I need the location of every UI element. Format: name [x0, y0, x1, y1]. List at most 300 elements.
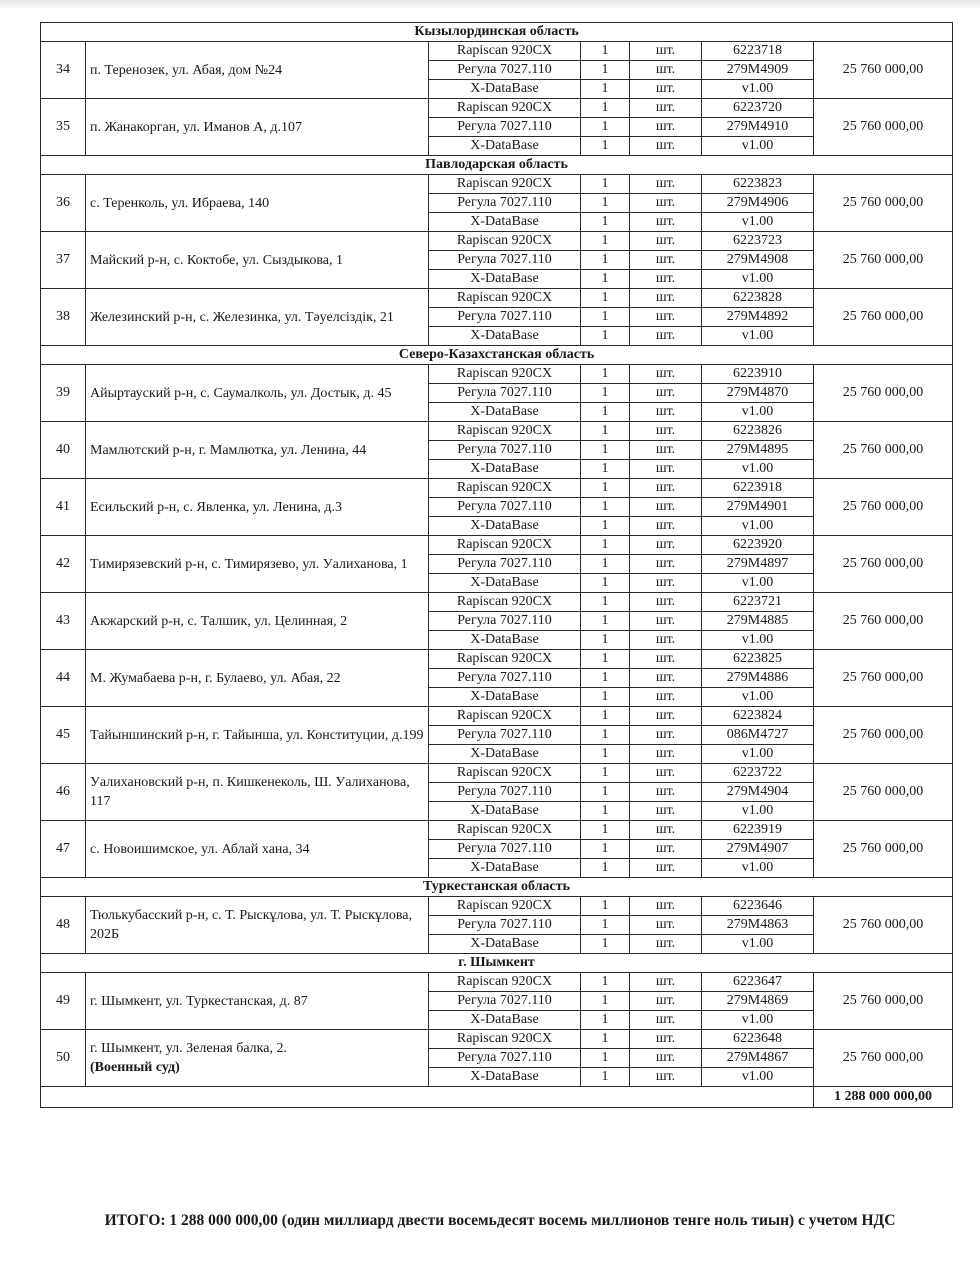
item-quantity: 1	[581, 897, 630, 916]
item-unit: шт.	[630, 821, 702, 840]
table-row	[41, 422, 953, 441]
item-unit: шт.	[630, 194, 702, 213]
item-quantity: 1	[581, 688, 630, 707]
grand-total-row	[41, 1087, 953, 1108]
row-number: 38	[41, 289, 86, 346]
item-name: Rapiscan 920CX	[429, 1030, 581, 1049]
item-unit: шт.	[630, 99, 702, 118]
region-row	[41, 346, 953, 365]
item-name: X-DataBase	[429, 80, 581, 99]
address-cell	[86, 973, 429, 1030]
item-quantity: 1	[581, 764, 630, 783]
item-name: Rapiscan 920CX	[429, 175, 581, 194]
address-text: Железинский р-н, с. Железинка, ул. Тәуелсіздік, 21	[90, 309, 394, 325]
row-price: 25 760 000,00	[814, 99, 953, 156]
region-heading: Северо-Казахстанская область	[41, 346, 953, 365]
item-unit: шт.	[630, 669, 702, 688]
table-row	[41, 175, 953, 194]
address-cell	[86, 707, 429, 764]
item-serial: 6223920	[702, 536, 814, 555]
region-heading: г. Шымкент	[41, 954, 953, 973]
item-serial: v1.00	[702, 1011, 814, 1030]
row-number: 36	[41, 175, 86, 232]
item-unit: шт.	[630, 1011, 702, 1030]
item-name: Регула 7027.110	[429, 308, 581, 327]
item-name: Rapiscan 920CX	[429, 973, 581, 992]
item-quantity: 1	[581, 1049, 630, 1068]
item-unit: шт.	[630, 308, 702, 327]
item-name: X-DataBase	[429, 745, 581, 764]
equipment-table	[40, 22, 953, 1108]
item-name: Регула 7027.110	[429, 783, 581, 802]
row-number: 41	[41, 479, 86, 536]
row-price: 25 760 000,00	[814, 973, 953, 1030]
address-text: Уалихановский р-н, п. Кишкенеколь, Ш. Уалиханова, 117	[90, 775, 410, 809]
item-quantity: 1	[581, 935, 630, 954]
item-unit: шт.	[630, 441, 702, 460]
table-row	[41, 232, 953, 251]
item-quantity: 1	[581, 42, 630, 61]
row-price: 25 760 000,00	[814, 536, 953, 593]
item-quantity: 1	[581, 479, 630, 498]
item-serial: 6223825	[702, 650, 814, 669]
item-unit: шт.	[630, 232, 702, 251]
item-quantity: 1	[581, 612, 630, 631]
item-serial: v1.00	[702, 745, 814, 764]
item-serial: 279M4869	[702, 992, 814, 1011]
item-name: Регула 7027.110	[429, 1049, 581, 1068]
item-serial: 6223826	[702, 422, 814, 441]
row-number: 42	[41, 536, 86, 593]
row-price: 25 760 000,00	[814, 232, 953, 289]
item-name: Rapiscan 920CX	[429, 422, 581, 441]
item-name: X-DataBase	[429, 460, 581, 479]
item-unit: шт.	[630, 365, 702, 384]
item-quantity: 1	[581, 631, 630, 650]
item-name: Rapiscan 920CX	[429, 289, 581, 308]
address-text: Тимирязевский р-н, с. Тимирязево, ул. Уалиханова, 1	[90, 556, 408, 572]
item-name: Регула 7027.110	[429, 61, 581, 80]
item-name: Rapiscan 920CX	[429, 707, 581, 726]
address-cell	[86, 593, 429, 650]
item-serial: v1.00	[702, 213, 814, 232]
item-unit: шт.	[630, 650, 702, 669]
item-quantity: 1	[581, 555, 630, 574]
address-text: Есильский р-н, с. Явленка, ул. Ленина, д.3	[90, 499, 343, 515]
item-serial: 6223824	[702, 707, 814, 726]
item-serial: 279M4863	[702, 916, 814, 935]
item-unit: шт.	[630, 175, 702, 194]
address-cell	[86, 897, 429, 954]
item-quantity: 1	[581, 802, 630, 821]
item-name: X-DataBase	[429, 688, 581, 707]
address-cell	[86, 42, 429, 99]
table-row	[41, 764, 953, 783]
item-serial: 279M4870	[702, 384, 814, 403]
scan-edge-shadow	[0, 0, 980, 10]
item-name: Rapiscan 920CX	[429, 99, 581, 118]
item-serial: v1.00	[702, 802, 814, 821]
item-quantity: 1	[581, 441, 630, 460]
row-price: 25 760 000,00	[814, 422, 953, 479]
item-serial: v1.00	[702, 688, 814, 707]
item-serial: 6223823	[702, 175, 814, 194]
item-unit: шт.	[630, 118, 702, 137]
item-serial: 279M4895	[702, 441, 814, 460]
address-cell	[86, 175, 429, 232]
row-number: 39	[41, 365, 86, 422]
item-name: X-DataBase	[429, 403, 581, 422]
table-row	[41, 42, 953, 61]
item-name: X-DataBase	[429, 631, 581, 650]
table-row	[41, 365, 953, 384]
item-name: X-DataBase	[429, 1068, 581, 1087]
address-text: М. Жумабаева р-н, г. Булаево, ул. Абая, 22	[90, 670, 341, 686]
item-quantity: 1	[581, 308, 630, 327]
item-unit: шт.	[630, 384, 702, 403]
item-quantity: 1	[581, 175, 630, 194]
row-price: 25 760 000,00	[814, 821, 953, 878]
item-unit: шт.	[630, 593, 702, 612]
item-name: Регула 7027.110	[429, 669, 581, 688]
item-quantity: 1	[581, 118, 630, 137]
item-unit: шт.	[630, 859, 702, 878]
item-name: X-DataBase	[429, 137, 581, 156]
item-name: X-DataBase	[429, 935, 581, 954]
item-unit: шт.	[630, 61, 702, 80]
item-name: Регула 7027.110	[429, 118, 581, 137]
address-text: с. Теренколь, ул. Ибраева, 140	[90, 195, 270, 211]
item-unit: шт.	[630, 935, 702, 954]
item-serial: v1.00	[702, 80, 814, 99]
address-cell	[86, 99, 429, 156]
address-cell	[86, 479, 429, 536]
item-quantity: 1	[581, 536, 630, 555]
item-serial: 6223723	[702, 232, 814, 251]
item-unit: шт.	[630, 270, 702, 289]
region-heading: Павлодарская область	[41, 156, 953, 175]
item-serial: 279M4910	[702, 118, 814, 137]
item-quantity: 1	[581, 232, 630, 251]
item-name: Rapiscan 920CX	[429, 479, 581, 498]
item-unit: шт.	[630, 726, 702, 745]
item-quantity: 1	[581, 270, 630, 289]
item-unit: шт.	[630, 42, 702, 61]
item-serial: 279M4904	[702, 783, 814, 802]
item-serial: v1.00	[702, 517, 814, 536]
item-serial: 6223721	[702, 593, 814, 612]
item-quantity: 1	[581, 327, 630, 346]
row-price: 25 760 000,00	[814, 479, 953, 536]
item-quantity: 1	[581, 574, 630, 593]
region-heading: Кызылординская область	[41, 23, 953, 42]
item-serial: 6223918	[702, 479, 814, 498]
row-number: 35	[41, 99, 86, 156]
item-serial: v1.00	[702, 935, 814, 954]
item-serial: 279M4897	[702, 555, 814, 574]
item-name: Регула 7027.110	[429, 916, 581, 935]
item-serial: v1.00	[702, 403, 814, 422]
item-quantity: 1	[581, 1030, 630, 1049]
item-quantity: 1	[581, 669, 630, 688]
item-unit: шт.	[630, 707, 702, 726]
address-cell	[86, 764, 429, 821]
item-name: Rapiscan 920CX	[429, 536, 581, 555]
item-serial: 6223722	[702, 764, 814, 783]
item-name: Rapiscan 920CX	[429, 365, 581, 384]
item-name: Rapiscan 920CX	[429, 593, 581, 612]
row-price: 25 760 000,00	[814, 764, 953, 821]
item-name: X-DataBase	[429, 270, 581, 289]
table-row	[41, 289, 953, 308]
item-name: Регула 7027.110	[429, 992, 581, 1011]
grand-total-value: 1 288 000 000,00	[814, 1087, 953, 1108]
item-name: Rapiscan 920CX	[429, 764, 581, 783]
table-row	[41, 973, 953, 992]
item-quantity: 1	[581, 859, 630, 878]
item-quantity: 1	[581, 384, 630, 403]
item-name: Регула 7027.110	[429, 612, 581, 631]
item-quantity: 1	[581, 517, 630, 536]
item-unit: шт.	[630, 897, 702, 916]
item-serial: 279M4901	[702, 498, 814, 517]
item-serial: 6223828	[702, 289, 814, 308]
item-unit: шт.	[630, 498, 702, 517]
item-serial: v1.00	[702, 574, 814, 593]
row-number: 49	[41, 973, 86, 1030]
item-name: Rapiscan 920CX	[429, 42, 581, 61]
item-quantity: 1	[581, 365, 630, 384]
item-quantity: 1	[581, 99, 630, 118]
region-row	[41, 23, 953, 42]
item-name: Rapiscan 920CX	[429, 232, 581, 251]
row-number: 48	[41, 897, 86, 954]
address-text: п. Теренозек, ул. Абая, дом №24	[90, 62, 283, 78]
item-quantity: 1	[581, 80, 630, 99]
item-name: Регула 7027.110	[429, 498, 581, 517]
item-serial: 6223919	[702, 821, 814, 840]
row-price: 25 760 000,00	[814, 593, 953, 650]
item-quantity: 1	[581, 916, 630, 935]
row-number: 45	[41, 707, 86, 764]
row-price: 25 760 000,00	[814, 650, 953, 707]
item-quantity: 1	[581, 726, 630, 745]
item-quantity: 1	[581, 783, 630, 802]
item-serial: 6223718	[702, 42, 814, 61]
item-unit: шт.	[630, 327, 702, 346]
item-unit: шт.	[630, 612, 702, 631]
item-name: X-DataBase	[429, 213, 581, 232]
item-unit: шт.	[630, 1030, 702, 1049]
item-quantity: 1	[581, 821, 630, 840]
region-row	[41, 156, 953, 175]
row-number: 43	[41, 593, 86, 650]
address-cell	[86, 232, 429, 289]
item-quantity: 1	[581, 973, 630, 992]
item-serial: v1.00	[702, 631, 814, 650]
item-unit: шт.	[630, 916, 702, 935]
item-serial: 6223910	[702, 365, 814, 384]
table-row	[41, 99, 953, 118]
address-text: Майский р-н, с. Коктобе, ул. Сыздыкова, 1	[90, 252, 344, 268]
item-name: Регула 7027.110	[429, 251, 581, 270]
item-name: X-DataBase	[429, 517, 581, 536]
address-text: Тайыншинский р-н, г. Тайынша, ул. Конституции, д.199	[90, 727, 424, 743]
item-serial: 6223720	[702, 99, 814, 118]
item-unit: шт.	[630, 992, 702, 1011]
item-quantity: 1	[581, 61, 630, 80]
row-number: 50	[41, 1030, 86, 1087]
item-unit: шт.	[630, 403, 702, 422]
item-serial: v1.00	[702, 270, 814, 289]
item-serial: v1.00	[702, 137, 814, 156]
row-number: 46	[41, 764, 86, 821]
item-serial: 279M4909	[702, 61, 814, 80]
item-unit: шт.	[630, 764, 702, 783]
row-number: 47	[41, 821, 86, 878]
region-row	[41, 954, 953, 973]
item-quantity: 1	[581, 137, 630, 156]
item-serial: 279M4886	[702, 669, 814, 688]
item-quantity: 1	[581, 460, 630, 479]
item-name: Регула 7027.110	[429, 555, 581, 574]
item-serial: 6223648	[702, 1030, 814, 1049]
item-name: X-DataBase	[429, 802, 581, 821]
item-serial: v1.00	[702, 327, 814, 346]
address-text: Тюлькубасский р-н, с. Т. Рыскұлова, ул. Т. Рыскұлова, 202Б	[90, 908, 413, 942]
item-quantity: 1	[581, 650, 630, 669]
item-name: Регула 7027.110	[429, 441, 581, 460]
item-serial: 279M4892	[702, 308, 814, 327]
item-quantity: 1	[581, 498, 630, 517]
table-row	[41, 821, 953, 840]
address-cell	[86, 289, 429, 346]
item-quantity: 1	[581, 745, 630, 764]
item-unit: шт.	[630, 840, 702, 859]
item-serial: v1.00	[702, 859, 814, 878]
item-unit: шт.	[630, 1049, 702, 1068]
table-row	[41, 707, 953, 726]
row-number: 34	[41, 42, 86, 99]
item-name: X-DataBase	[429, 327, 581, 346]
item-serial: 279M4907	[702, 840, 814, 859]
table-row	[41, 536, 953, 555]
item-unit: шт.	[630, 422, 702, 441]
item-unit: шт.	[630, 536, 702, 555]
address-text: с. Новоишимское, ул. Аблай хана, 34	[90, 841, 310, 857]
region-heading: Туркестанская область	[41, 878, 953, 897]
table-row	[41, 593, 953, 612]
item-quantity: 1	[581, 289, 630, 308]
row-price: 25 760 000,00	[814, 365, 953, 422]
address-text: Акжарский р-н, с. Талшик, ул. Целинная, 2	[90, 613, 348, 629]
item-quantity: 1	[581, 251, 630, 270]
row-price: 25 760 000,00	[814, 1030, 953, 1087]
total-sum-text: ИТОГО: 1 288 000 000,00 (один миллиард двести восемьдесят восемь миллионов тенге ноль тиын) с учетом НДС	[104, 1212, 896, 1229]
address-note: (Военный суд)	[90, 1060, 180, 1075]
address-text: г. Шымкент, ул. Зеленая балка, 2.	[90, 1041, 287, 1056]
item-unit: шт.	[630, 137, 702, 156]
item-unit: шт.	[630, 555, 702, 574]
table-row	[41, 479, 953, 498]
item-name: X-DataBase	[429, 574, 581, 593]
item-serial: 279M4867	[702, 1049, 814, 1068]
row-price: 25 760 000,00	[814, 42, 953, 99]
table-row	[41, 1030, 953, 1049]
item-quantity: 1	[581, 707, 630, 726]
item-unit: шт.	[630, 517, 702, 536]
row-price: 25 760 000,00	[814, 707, 953, 764]
item-unit: шт.	[630, 460, 702, 479]
item-name: Регула 7027.110	[429, 726, 581, 745]
item-quantity: 1	[581, 194, 630, 213]
table-row	[41, 897, 953, 916]
item-quantity: 1	[581, 403, 630, 422]
item-unit: шт.	[630, 574, 702, 593]
item-name: Регула 7027.110	[429, 384, 581, 403]
item-unit: шт.	[630, 80, 702, 99]
item-name: Регула 7027.110	[429, 840, 581, 859]
address-text: Айыртауский р-н, с. Саумалколь, ул. Достык, д. 45	[90, 385, 392, 401]
item-quantity: 1	[581, 213, 630, 232]
item-unit: шт.	[630, 213, 702, 232]
row-price: 25 760 000,00	[814, 175, 953, 232]
item-quantity: 1	[581, 422, 630, 441]
address-text: п. Жанакорган, ул. Иманов А, д.107	[90, 119, 302, 135]
item-serial: 279M4908	[702, 251, 814, 270]
item-unit: шт.	[630, 1068, 702, 1087]
item-unit: шт.	[630, 479, 702, 498]
item-name: X-DataBase	[429, 1011, 581, 1030]
item-unit: шт.	[630, 251, 702, 270]
item-serial: 6223647	[702, 973, 814, 992]
item-quantity: 1	[581, 992, 630, 1011]
item-name: Rapiscan 920CX	[429, 650, 581, 669]
item-quantity: 1	[581, 1011, 630, 1030]
item-serial: v1.00	[702, 1068, 814, 1087]
address-cell	[86, 650, 429, 707]
item-serial: 6223646	[702, 897, 814, 916]
item-unit: шт.	[630, 783, 702, 802]
item-serial: 279M4906	[702, 194, 814, 213]
item-quantity: 1	[581, 840, 630, 859]
item-quantity: 1	[581, 593, 630, 612]
row-price: 25 760 000,00	[814, 897, 953, 954]
address-text: Мамлютский р-н, г. Мамлютка, ул. Ленина, 44	[90, 442, 367, 458]
row-price: 25 760 000,00	[814, 289, 953, 346]
address-text: г. Шымкент, ул. Туркестанская, д. 87	[90, 993, 308, 1009]
address-cell	[86, 365, 429, 422]
item-name: Rapiscan 920CX	[429, 897, 581, 916]
region-row	[41, 878, 953, 897]
item-quantity: 1	[581, 1068, 630, 1087]
item-unit: шт.	[630, 289, 702, 308]
row-number: 40	[41, 422, 86, 479]
address-cell	[86, 422, 429, 479]
row-number: 44	[41, 650, 86, 707]
item-name: X-DataBase	[429, 859, 581, 878]
item-name: Регула 7027.110	[429, 194, 581, 213]
item-unit: шт.	[630, 688, 702, 707]
item-unit: шт.	[630, 631, 702, 650]
address-cell	[86, 536, 429, 593]
item-unit: шт.	[630, 745, 702, 764]
row-number: 37	[41, 232, 86, 289]
item-serial: 086M4727	[702, 726, 814, 745]
item-unit: шт.	[630, 973, 702, 992]
grand-total-spacer	[41, 1087, 814, 1108]
address-cell	[86, 821, 429, 878]
